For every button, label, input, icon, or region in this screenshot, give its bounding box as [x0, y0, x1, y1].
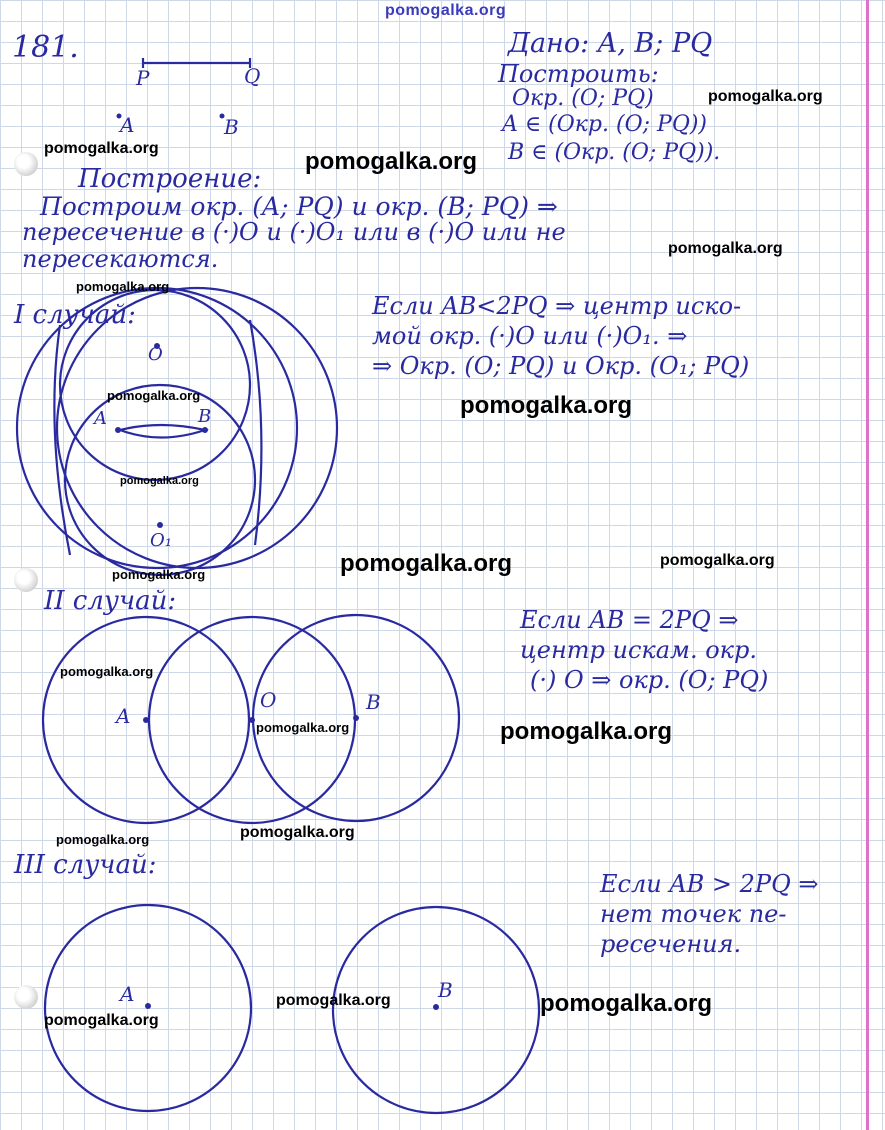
- point-b3: [433, 1004, 439, 1010]
- case3-text2: нет точек пе-: [600, 900, 787, 928]
- case2-label-b: B: [366, 690, 381, 714]
- given-line1: Дано: A, B; PQ: [508, 28, 713, 59]
- case1-text1: Если AB<2PQ ⇒ центр иско-: [372, 292, 742, 320]
- given-line3: Окр. (O; PQ): [512, 86, 654, 111]
- watermark: pomogalka.org: [460, 392, 633, 419]
- label-b-given: B: [224, 115, 239, 139]
- case3-label-a: A: [120, 982, 135, 1006]
- given-line5: B ∈ (Окр. (O; PQ)).: [508, 140, 721, 165]
- header-watermark: pomogalka.org: [385, 2, 507, 19]
- case2-text2: центр искам. окр.: [520, 636, 757, 664]
- point-o2: [249, 717, 255, 723]
- watermark: pomogalka.org: [44, 1012, 159, 1029]
- case3-text3: ресечения.: [600, 930, 742, 958]
- construction-title: Построение:: [78, 164, 262, 194]
- watermark: pomogalka.org: [340, 550, 513, 577]
- point-a2: [143, 717, 149, 723]
- watermark: pomogalka.org: [56, 832, 150, 847]
- case1-text3: ⇒ Окр. (O; PQ) и Окр. (O₁; PQ): [372, 352, 750, 380]
- watermark: pomogalka.org: [44, 140, 159, 157]
- case3-text1: Если AB > 2PQ ⇒: [600, 870, 819, 898]
- watermark: pomogalka.org: [500, 718, 673, 745]
- case1-arc-right: [250, 320, 261, 545]
- point-b1: [202, 427, 208, 433]
- case2-label-a: A: [116, 704, 131, 728]
- construction-line2: пересечение в (·)O и (·)O₁ или в (·)O или не: [22, 218, 566, 246]
- case3-title: III случай:: [14, 850, 157, 880]
- watermark: pomogalka.org: [120, 475, 199, 487]
- watermark: pomogalka.org: [660, 552, 775, 569]
- watermark: pomogalka.org: [107, 388, 201, 403]
- watermark: pomogalka.org: [276, 992, 391, 1009]
- label-a-given: A: [120, 113, 135, 137]
- watermark: pomogalka.org: [305, 148, 478, 175]
- case1-label-o: O: [148, 344, 163, 365]
- given-line4: A ∈ (Окр. (O; PQ)): [502, 112, 708, 137]
- given-line2: Построить:: [498, 60, 659, 88]
- case2-text1: Если AB = 2PQ ⇒: [520, 606, 739, 634]
- point-b2: [353, 715, 359, 721]
- case2-label-o: O: [260, 688, 277, 712]
- watermark: pomogalka.org: [112, 567, 206, 582]
- problem-number: 181.: [12, 30, 79, 65]
- watermark: pomogalka.org: [256, 720, 350, 735]
- watermark: pomogalka.org: [240, 824, 355, 841]
- construction-line1: Построим окр. (A; PQ) и окр. (B; PQ) ⇒: [40, 192, 558, 221]
- watermark: pomogalka.org: [668, 240, 783, 257]
- case2-text3: (·) O ⇒ окр. (O; PQ): [530, 666, 769, 694]
- case1-title: I случай:: [14, 300, 136, 330]
- case1-label-a: A: [94, 408, 107, 429]
- case3-label-b: B: [438, 978, 453, 1002]
- case1-text2: мой окр. (·)O или (·)O₁. ⇒: [372, 322, 688, 350]
- watermark: pomogalka.org: [540, 990, 713, 1017]
- point-a1: [115, 427, 121, 433]
- case2-title: II случай:: [44, 586, 177, 616]
- point-o1b: [157, 522, 163, 528]
- watermark: pomogalka.org: [60, 664, 154, 679]
- case1-label-b: B: [198, 406, 212, 427]
- label-p: P: [136, 66, 150, 90]
- point-a3: [145, 1003, 151, 1009]
- label-q: Q: [244, 64, 261, 88]
- watermark: pomogalka.org: [76, 279, 170, 294]
- case1-label-o1: O₁: [150, 530, 172, 551]
- construction-line3: пересекаются.: [22, 245, 219, 273]
- watermark: pomogalka.org: [708, 88, 823, 105]
